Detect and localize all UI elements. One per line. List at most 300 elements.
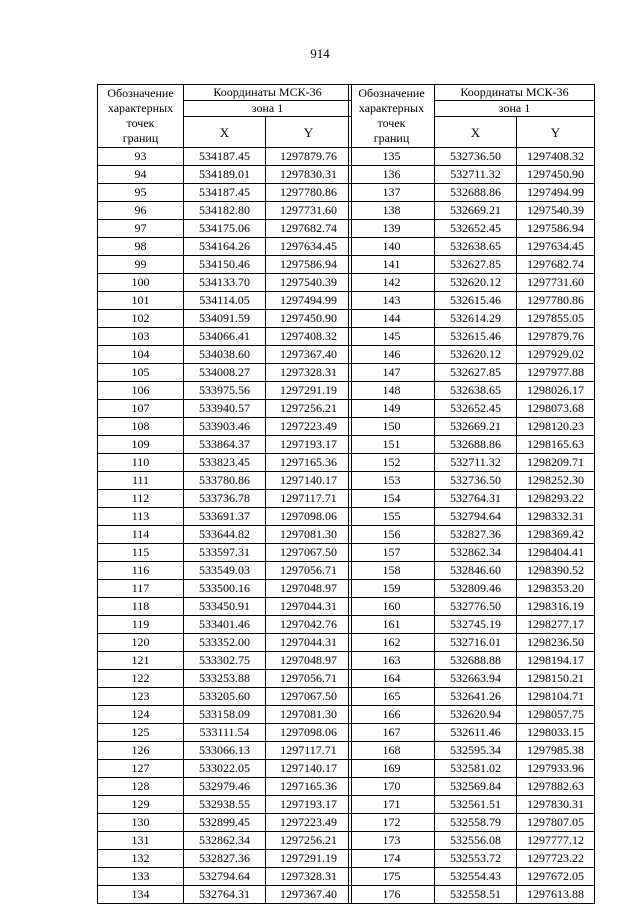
point-number: 154 xyxy=(349,490,435,508)
point-number: 174 xyxy=(349,850,435,868)
coord-x: 534187.45 xyxy=(184,184,266,202)
point-number: 142 xyxy=(349,274,435,292)
coord-y: 1297291.19 xyxy=(266,850,352,868)
coord-x: 533940.57 xyxy=(184,400,266,418)
table-row xyxy=(349,382,595,400)
coord-x: 532556.08 xyxy=(435,832,517,850)
coord-y: 1298293.22 xyxy=(517,490,595,508)
table-row xyxy=(349,634,595,652)
coord-y: 1297977.88 xyxy=(517,364,595,382)
coord-x: 532669.21 xyxy=(435,202,517,220)
coord-y: 1297042.76 xyxy=(266,616,352,634)
coord-y: 1298252.30 xyxy=(517,472,595,490)
coord-y: 1297682.74 xyxy=(517,256,595,274)
table-row xyxy=(349,886,595,904)
table-row xyxy=(349,310,595,328)
point-number: 123 xyxy=(98,688,184,706)
coord-x: 533352.00 xyxy=(184,634,266,652)
table-row xyxy=(349,670,595,688)
coord-x: 532611.46 xyxy=(435,724,517,742)
header-coords-title-line1: Координаты МСК-36 xyxy=(213,85,322,99)
header-coords-zone xyxy=(435,101,595,117)
point-number: 176 xyxy=(349,886,435,904)
table-row xyxy=(98,418,352,436)
table-row xyxy=(98,364,352,382)
coord-y: 1297067.50 xyxy=(266,688,352,706)
coord-y: 1297777.12 xyxy=(517,832,595,850)
coord-x: 532620.94 xyxy=(435,706,517,724)
coord-x: 533205.60 xyxy=(184,688,266,706)
table-row xyxy=(349,202,595,220)
table-row xyxy=(98,220,352,238)
point-number: 173 xyxy=(349,832,435,850)
table-row xyxy=(349,814,595,832)
point-number: 94 xyxy=(98,166,184,184)
point-number: 132 xyxy=(98,850,184,868)
table-row xyxy=(349,868,595,886)
table-row xyxy=(349,166,595,184)
coord-y: 1297929.02 xyxy=(517,346,595,364)
table-row xyxy=(98,634,352,652)
coord-y: 1297367.40 xyxy=(266,886,352,904)
coord-y: 1297933.96 xyxy=(517,760,595,778)
table-row xyxy=(349,184,595,202)
coord-x: 533691.37 xyxy=(184,508,266,526)
table-row xyxy=(98,292,352,310)
header-point-label xyxy=(98,85,184,148)
table-row xyxy=(98,832,352,850)
coord-x: 532938.55 xyxy=(184,796,266,814)
header-coords-zone xyxy=(184,101,352,117)
coord-y: 1297193.17 xyxy=(266,796,352,814)
coord-x: 532899.45 xyxy=(184,814,266,832)
coord-y: 1298390.52 xyxy=(517,562,595,580)
point-number: 137 xyxy=(349,184,435,202)
coord-y: 1297081.30 xyxy=(266,526,352,544)
coord-y: 1297830.31 xyxy=(517,796,595,814)
coord-x: 533022.05 xyxy=(184,760,266,778)
point-number: 101 xyxy=(98,292,184,310)
header-coords-title xyxy=(435,85,595,101)
coord-x: 533111.54 xyxy=(184,724,266,742)
coord-y: 1297830.31 xyxy=(266,166,352,184)
coord-x: 534175.06 xyxy=(184,220,266,238)
coord-y: 1297807.05 xyxy=(517,814,595,832)
coord-y: 1297780.86 xyxy=(266,184,352,202)
coordinates-table-left xyxy=(97,84,352,904)
coord-x: 532688.88 xyxy=(435,652,517,670)
point-number: 159 xyxy=(349,580,435,598)
table-row xyxy=(98,454,352,472)
point-number: 116 xyxy=(98,562,184,580)
table-row xyxy=(349,778,595,796)
table-row xyxy=(349,850,595,868)
table-row xyxy=(98,508,352,526)
coord-x: 532794.64 xyxy=(435,508,517,526)
point-number: 144 xyxy=(349,310,435,328)
coord-x: 532827.36 xyxy=(435,526,517,544)
coord-y: 1298404.41 xyxy=(517,544,595,562)
point-number: 121 xyxy=(98,652,184,670)
coord-x: 533401.46 xyxy=(184,616,266,634)
point-number: 97 xyxy=(98,220,184,238)
point-number: 110 xyxy=(98,454,184,472)
coordinates-table-right-body xyxy=(349,148,595,904)
coord-y: 1297985.38 xyxy=(517,742,595,760)
coord-x: 533158.09 xyxy=(184,706,266,724)
coord-y: 1298332.31 xyxy=(517,508,595,526)
coord-y: 1297408.32 xyxy=(266,328,352,346)
point-number: 172 xyxy=(349,814,435,832)
table-row xyxy=(98,382,352,400)
table-row xyxy=(98,868,352,886)
table-row xyxy=(349,796,595,814)
header-x: X xyxy=(184,117,266,148)
point-number: 98 xyxy=(98,238,184,256)
coord-x: 534150.46 xyxy=(184,256,266,274)
point-number: 112 xyxy=(98,490,184,508)
header-point-label xyxy=(349,85,435,148)
point-number: 167 xyxy=(349,724,435,742)
point-number: 104 xyxy=(98,346,184,364)
table-row xyxy=(349,364,595,382)
coord-x: 532638.65 xyxy=(435,238,517,256)
coord-x: 534114.05 xyxy=(184,292,266,310)
coord-y: 1298026.17 xyxy=(517,382,595,400)
header-x: X xyxy=(435,117,517,148)
coord-y: 1297540.39 xyxy=(517,202,595,220)
coord-x: 532652.45 xyxy=(435,400,517,418)
coord-y: 1297067.50 xyxy=(266,544,352,562)
point-number: 171 xyxy=(349,796,435,814)
coord-y: 1298194.17 xyxy=(517,652,595,670)
table-row xyxy=(98,148,352,166)
point-number: 111 xyxy=(98,472,184,490)
coord-y: 1297723.22 xyxy=(517,850,595,868)
table-row xyxy=(349,490,595,508)
coord-x: 532641.26 xyxy=(435,688,517,706)
point-number: 130 xyxy=(98,814,184,832)
coord-y: 1297879.76 xyxy=(517,328,595,346)
coord-x: 532862.34 xyxy=(435,544,517,562)
point-number: 158 xyxy=(349,562,435,580)
table-row xyxy=(98,598,352,616)
table-row xyxy=(349,526,595,544)
coord-x: 532663.94 xyxy=(435,670,517,688)
coord-y: 1298073.68 xyxy=(517,400,595,418)
coord-y: 1297882.63 xyxy=(517,778,595,796)
coord-x: 534133.70 xyxy=(184,274,266,292)
coord-x: 532615.46 xyxy=(435,292,517,310)
coord-y: 1298057.75 xyxy=(517,706,595,724)
table-row xyxy=(349,616,595,634)
point-number: 105 xyxy=(98,364,184,382)
point-number: 156 xyxy=(349,526,435,544)
coord-y: 1297193.17 xyxy=(266,436,352,454)
coord-x: 534038.60 xyxy=(184,346,266,364)
point-number: 162 xyxy=(349,634,435,652)
coord-x: 532688.86 xyxy=(435,184,517,202)
table-row xyxy=(349,508,595,526)
coord-x: 534091.59 xyxy=(184,310,266,328)
table-row xyxy=(349,472,595,490)
coord-x: 534187.45 xyxy=(184,148,266,166)
point-number: 164 xyxy=(349,670,435,688)
coord-x: 532827.36 xyxy=(184,850,266,868)
coord-y: 1297879.76 xyxy=(266,148,352,166)
point-number: 128 xyxy=(98,778,184,796)
coord-y: 1297117.71 xyxy=(266,490,352,508)
point-number: 169 xyxy=(349,760,435,778)
coord-x: 533975.56 xyxy=(184,382,266,400)
point-number: 165 xyxy=(349,688,435,706)
point-number: 140 xyxy=(349,238,435,256)
point-number: 124 xyxy=(98,706,184,724)
table-row xyxy=(98,850,352,868)
coord-y: 1297672.05 xyxy=(517,868,595,886)
coord-y: 1297256.21 xyxy=(266,400,352,418)
point-number: 131 xyxy=(98,832,184,850)
table-row xyxy=(349,292,595,310)
coord-y: 1297494.99 xyxy=(517,184,595,202)
coord-x: 532736.50 xyxy=(435,148,517,166)
coordinates-table-left-body xyxy=(98,148,352,904)
coord-x: 533500.16 xyxy=(184,580,266,598)
point-number: 145 xyxy=(349,328,435,346)
point-number: 136 xyxy=(349,166,435,184)
point-number: 166 xyxy=(349,706,435,724)
table-row xyxy=(349,562,595,580)
point-number: 109 xyxy=(98,436,184,454)
coord-x: 532711.32 xyxy=(435,454,517,472)
coord-x: 534008.27 xyxy=(184,364,266,382)
point-number: 135 xyxy=(349,148,435,166)
coord-x: 533780.86 xyxy=(184,472,266,490)
point-number: 96 xyxy=(98,202,184,220)
header-y: Y xyxy=(517,117,595,148)
table-row xyxy=(98,778,352,796)
point-number: 117 xyxy=(98,580,184,598)
coord-y: 1298316.19 xyxy=(517,598,595,616)
coord-x: 532688.86 xyxy=(435,436,517,454)
coord-y: 1297223.49 xyxy=(266,418,352,436)
coord-y: 1297328.31 xyxy=(266,868,352,886)
table-row xyxy=(98,166,352,184)
point-number: 170 xyxy=(349,778,435,796)
coord-y: 1297731.60 xyxy=(517,274,595,292)
coord-x: 532979.46 xyxy=(184,778,266,796)
header-point-label-line: характерных xyxy=(358,101,425,115)
coord-x: 532620.12 xyxy=(435,274,517,292)
point-number: 138 xyxy=(349,202,435,220)
point-number: 153 xyxy=(349,472,435,490)
coord-x: 532764.31 xyxy=(184,886,266,904)
table-row xyxy=(98,436,352,454)
coord-y: 1298353.20 xyxy=(517,580,595,598)
point-number: 151 xyxy=(349,436,435,454)
coord-x: 533644.82 xyxy=(184,526,266,544)
coord-y: 1298104.71 xyxy=(517,688,595,706)
coord-y: 1298277.17 xyxy=(517,616,595,634)
table-row xyxy=(349,688,595,706)
table-row xyxy=(98,526,352,544)
coord-x: 532736.50 xyxy=(435,472,517,490)
coord-y: 1297586.94 xyxy=(266,256,352,274)
table-row xyxy=(98,616,352,634)
point-number: 155 xyxy=(349,508,435,526)
coord-y: 1297634.45 xyxy=(517,238,595,256)
point-number: 139 xyxy=(349,220,435,238)
header-point-label-line: точек xyxy=(126,116,155,130)
coord-y: 1297256.21 xyxy=(266,832,352,850)
coord-x: 532669.21 xyxy=(435,418,517,436)
point-number: 102 xyxy=(98,310,184,328)
coord-x: 533864.37 xyxy=(184,436,266,454)
point-number: 149 xyxy=(349,400,435,418)
coord-y: 1297056.71 xyxy=(266,562,352,580)
table-row xyxy=(98,760,352,778)
point-number: 143 xyxy=(349,292,435,310)
coord-y: 1297044.31 xyxy=(266,634,352,652)
coord-y: 1297165.36 xyxy=(266,454,352,472)
table-row xyxy=(98,346,352,364)
coord-x: 532638.65 xyxy=(435,382,517,400)
point-number: 150 xyxy=(349,418,435,436)
coord-x: 532615.46 xyxy=(435,328,517,346)
coord-y: 1297223.49 xyxy=(266,814,352,832)
point-number: 157 xyxy=(349,544,435,562)
header-point-label-line: Обозначение xyxy=(107,86,174,100)
coord-x: 532745.19 xyxy=(435,616,517,634)
coord-y: 1297140.17 xyxy=(266,760,352,778)
point-number: 113 xyxy=(98,508,184,526)
table-row xyxy=(98,580,352,598)
table-row xyxy=(98,184,352,202)
table-row xyxy=(349,238,595,256)
coord-y: 1297056.71 xyxy=(266,670,352,688)
coord-x: 533597.31 xyxy=(184,544,266,562)
point-number: 163 xyxy=(349,652,435,670)
table-row xyxy=(98,796,352,814)
coord-x: 532620.12 xyxy=(435,346,517,364)
coord-y: 1297048.97 xyxy=(266,652,352,670)
table-row xyxy=(349,652,595,670)
coord-y: 1298033.15 xyxy=(517,724,595,742)
coord-x: 532794.64 xyxy=(184,868,266,886)
table-row xyxy=(98,886,352,904)
coord-y: 1297731.60 xyxy=(266,202,352,220)
table-row xyxy=(98,688,352,706)
header-point-label-line: границ xyxy=(122,131,159,145)
table-row xyxy=(98,238,352,256)
coord-x: 534182.80 xyxy=(184,202,266,220)
coord-x: 532581.02 xyxy=(435,760,517,778)
table-row xyxy=(98,256,352,274)
coord-y: 1297140.17 xyxy=(266,472,352,490)
point-number: 146 xyxy=(349,346,435,364)
point-number: 107 xyxy=(98,400,184,418)
table-row xyxy=(98,310,352,328)
coord-y: 1297450.90 xyxy=(266,310,352,328)
coord-y: 1298150.21 xyxy=(517,670,595,688)
coord-y: 1297117.71 xyxy=(266,742,352,760)
coord-y: 1297048.97 xyxy=(266,580,352,598)
point-number: 129 xyxy=(98,796,184,814)
coord-y: 1297328.31 xyxy=(266,364,352,382)
table-row xyxy=(98,472,352,490)
coord-y: 1297540.39 xyxy=(266,274,352,292)
coord-x: 532558.51 xyxy=(435,886,517,904)
point-number: 100 xyxy=(98,274,184,292)
point-number: 126 xyxy=(98,742,184,760)
coord-y: 1297367.40 xyxy=(266,346,352,364)
coord-x: 534164.26 xyxy=(184,238,266,256)
header-coords-title xyxy=(184,85,352,101)
point-number: 175 xyxy=(349,868,435,886)
coord-x: 533302.75 xyxy=(184,652,266,670)
coord-x: 533253.88 xyxy=(184,670,266,688)
coord-x: 532846.60 xyxy=(435,562,517,580)
table-row xyxy=(349,346,595,364)
table-row xyxy=(349,148,595,166)
table-row xyxy=(98,274,352,292)
coord-y: 1297634.45 xyxy=(266,238,352,256)
coord-x: 532809.46 xyxy=(435,580,517,598)
table-row xyxy=(349,742,595,760)
point-number: 93 xyxy=(98,148,184,166)
table-row xyxy=(349,454,595,472)
point-number: 103 xyxy=(98,328,184,346)
table-row xyxy=(349,328,595,346)
table-row xyxy=(349,544,595,562)
coord-y: 1297855.05 xyxy=(517,310,595,328)
point-number: 99 xyxy=(98,256,184,274)
coord-x: 532561.51 xyxy=(435,796,517,814)
table-row xyxy=(349,418,595,436)
header-coords-title-line1: Координаты МСК-36 xyxy=(460,85,569,99)
coord-y: 1297098.06 xyxy=(266,508,352,526)
coord-y: 1298209.71 xyxy=(517,454,595,472)
point-number: 147 xyxy=(349,364,435,382)
table-row xyxy=(349,256,595,274)
point-number: 152 xyxy=(349,454,435,472)
point-number: 95 xyxy=(98,184,184,202)
point-number: 161 xyxy=(349,616,435,634)
table-row xyxy=(98,328,352,346)
coord-y: 1297408.32 xyxy=(517,148,595,166)
table-row xyxy=(349,832,595,850)
point-number: 133 xyxy=(98,868,184,886)
table-row xyxy=(98,652,352,670)
coord-y: 1298236.50 xyxy=(517,634,595,652)
table-row xyxy=(349,436,595,454)
coord-x: 533903.46 xyxy=(184,418,266,436)
coord-x: 532554.43 xyxy=(435,868,517,886)
coord-y: 1298165.63 xyxy=(517,436,595,454)
table-row xyxy=(349,598,595,616)
table-row xyxy=(349,580,595,598)
table-row xyxy=(349,220,595,238)
point-number: 119 xyxy=(98,616,184,634)
coord-x: 532558.79 xyxy=(435,814,517,832)
table-row xyxy=(98,814,352,832)
coord-x: 533823.45 xyxy=(184,454,266,472)
table-row xyxy=(98,724,352,742)
coord-x: 533549.03 xyxy=(184,562,266,580)
point-number: 127 xyxy=(98,760,184,778)
coord-x: 532627.85 xyxy=(435,256,517,274)
coord-y: 1298120.23 xyxy=(517,418,595,436)
